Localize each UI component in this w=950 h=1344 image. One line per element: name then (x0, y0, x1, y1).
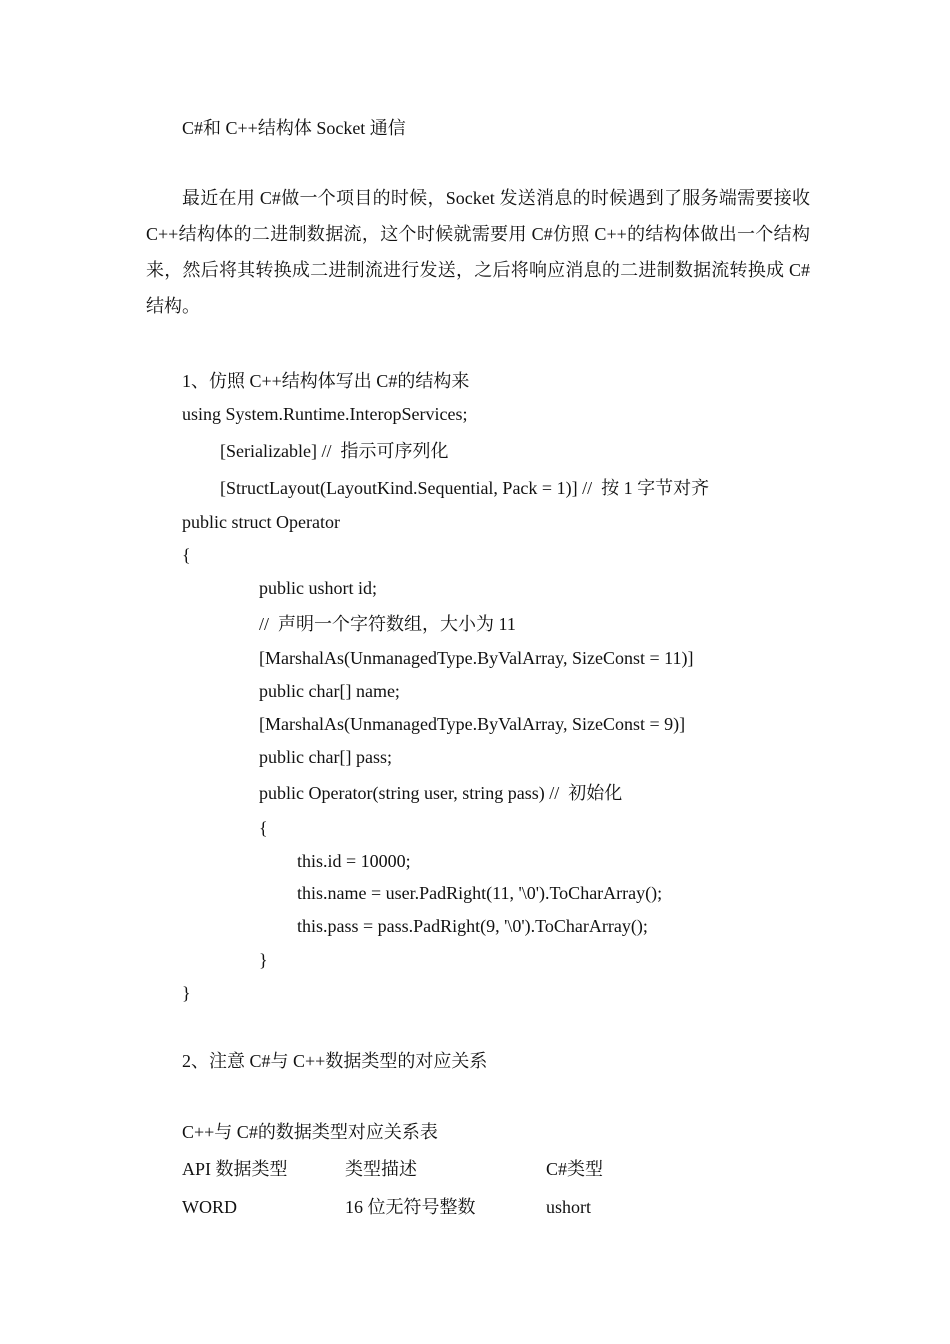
code-line: [MarshalAs(UnmanagedType.ByValArray, SizeConst = 9)] (259, 714, 686, 734)
code-line: public char[] pass; (259, 747, 392, 767)
intro-paragraph: 最近在用 C#做一个项目的时候，Socket 发送消息的时候遇到了服务端需要接收 C++结构体的二进制数据流，这个时候就需要用 C#仿照 C++的结构体做出一个结构来，然后将其转换成二进制流进行发送，之后将响应消息的二进制数据流转换成 C#结构。 (146, 188, 810, 316)
code-line: [StructLayout(LayoutKind.Sequential, Pack = 1)] // 按 1 字节对齐 (220, 478, 710, 498)
section-1-heading: 1、仿照 C++结构体写出 C#的结构来 (182, 371, 470, 391)
code-line: public Operator(string user, string pass) // 初始化 (259, 783, 623, 803)
section-2-heading: 2、注意 C#与 C++数据类型的对应关系 (182, 1051, 488, 1071)
code-line: public struct Operator (182, 512, 340, 532)
code-line: public ushort id; (259, 578, 377, 598)
table-cell: 16 位无符号整数 (345, 1197, 476, 1217)
table-cell: ushort (546, 1197, 591, 1217)
code-line: this.name = user.PadRight(11, '\0').ToCharArray(); (297, 883, 663, 903)
code-line: [MarshalAs(UnmanagedType.ByValArray, SizeConst = 11)] (259, 648, 694, 668)
code-line: { (182, 545, 191, 565)
table-title: C++与 C#的数据类型对应关系表 (182, 1122, 438, 1142)
code-line: this.id = 10000; (297, 851, 411, 871)
code-line: this.pass = pass.PadRight(9, '\0').ToCharArray(); (297, 916, 648, 936)
code-line: } (259, 950, 268, 970)
code-line: public char[] name; (259, 681, 400, 701)
code-line: using System.Runtime.InteropServices; (182, 404, 468, 424)
code-line: // 声明一个字符数组，大小为 11 (259, 614, 516, 634)
code-line: } (182, 983, 191, 1003)
document-title: C#和 C++结构体 Socket 通信 (182, 118, 406, 138)
table-header-cell: API 数据类型 (182, 1159, 288, 1179)
code-line: [Serializable] // 指示可序列化 (220, 441, 449, 461)
table-cell: WORD (182, 1197, 237, 1217)
code-line: { (259, 818, 268, 838)
table-header-cell: C#类型 (546, 1159, 604, 1179)
table-header-cell: 类型描述 (345, 1159, 417, 1179)
